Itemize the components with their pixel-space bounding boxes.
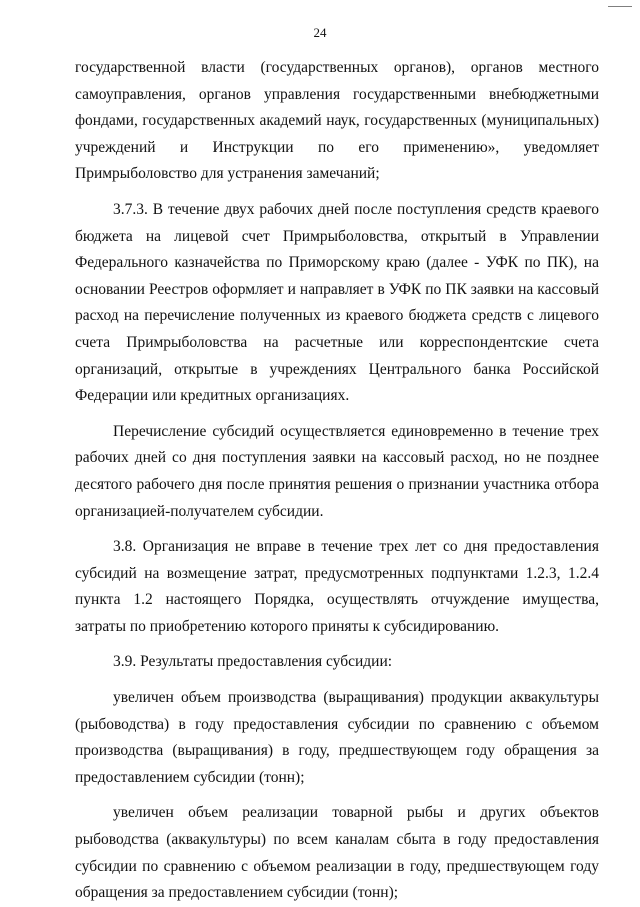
document-body — [75, 55, 599, 907]
page-number: 24 — [313, 25, 327, 40]
paragraph-3-9: 3.9. Результаты предоставления субсидии: — [113, 653, 393, 671]
paragraph-result-production: увеличен объем производства (выращивания) продукции аквакультуры (рыбоводства) в году предоставления субсидии по сравнению с объемом производства (выращивания) в году, предшествующем году обращения за предоставлением субсидии (тонн); — [75, 689, 599, 786]
scan-edge-mark — [608, 6, 632, 7]
paragraph-result-sales: увеличен объем реализации товарной рыбы и других объектов рыбоводства (аквакультуры) по всем каналам сбыта в году предоставления субсидии по сравнению с объемом реализации в году, предшествующем году обращения за предоставлением субсидии (тонн); — [75, 804, 599, 902]
paragraph-transfer-subsidies: Перечисление субсидий осуществляется единовременно в течение трех рабочих дней со дня поступления заявки на кассовый расход, но не позднее десятого рабочего дня после принятия решения о признании участника отбора организацией-получателем субсидии. — [75, 422, 599, 520]
paragraph-1: государственной власти (государственных органов), органов местного самоуправления, органов управления государственными внебюджетными фондами, государственных академий наук, государственных (муниципальных) учреждений и Инструкции по его применению», уведомляет Примрыболовство для устранения замечаний; — [75, 59, 599, 183]
paragraph-3-7-3: 3.7.3. В течение двух рабочих дней после поступления средств краевого бюджета на лицевой счет Примрыболовства, открытый в Управлении Федерального казначейства по Приморскому краю (далее - УФК по ПК), на основании Реестров оформляет и направляет в УФК по ПК заявки на кассовый расход на перечисление полученных из краевого бюджета средств с лицевого счета Примрыболовства на расчетные или корреспондентские счета организаций, открытые в учреждениях Центрального банка Российской Федерации или кредитных организациях. — [75, 200, 599, 405]
paragraph-3-8: 3.8. Организация не вправе в течение трех лет со дня предоставления субсидий на возмещение затрат, предусмотренных подпунктами 1.2.3, 1.2.4 пункта 1.2 настоящего Порядка, осуществлять отчуждение имущества, затраты по приобретению которого приняты к субсидированию. — [75, 538, 599, 635]
